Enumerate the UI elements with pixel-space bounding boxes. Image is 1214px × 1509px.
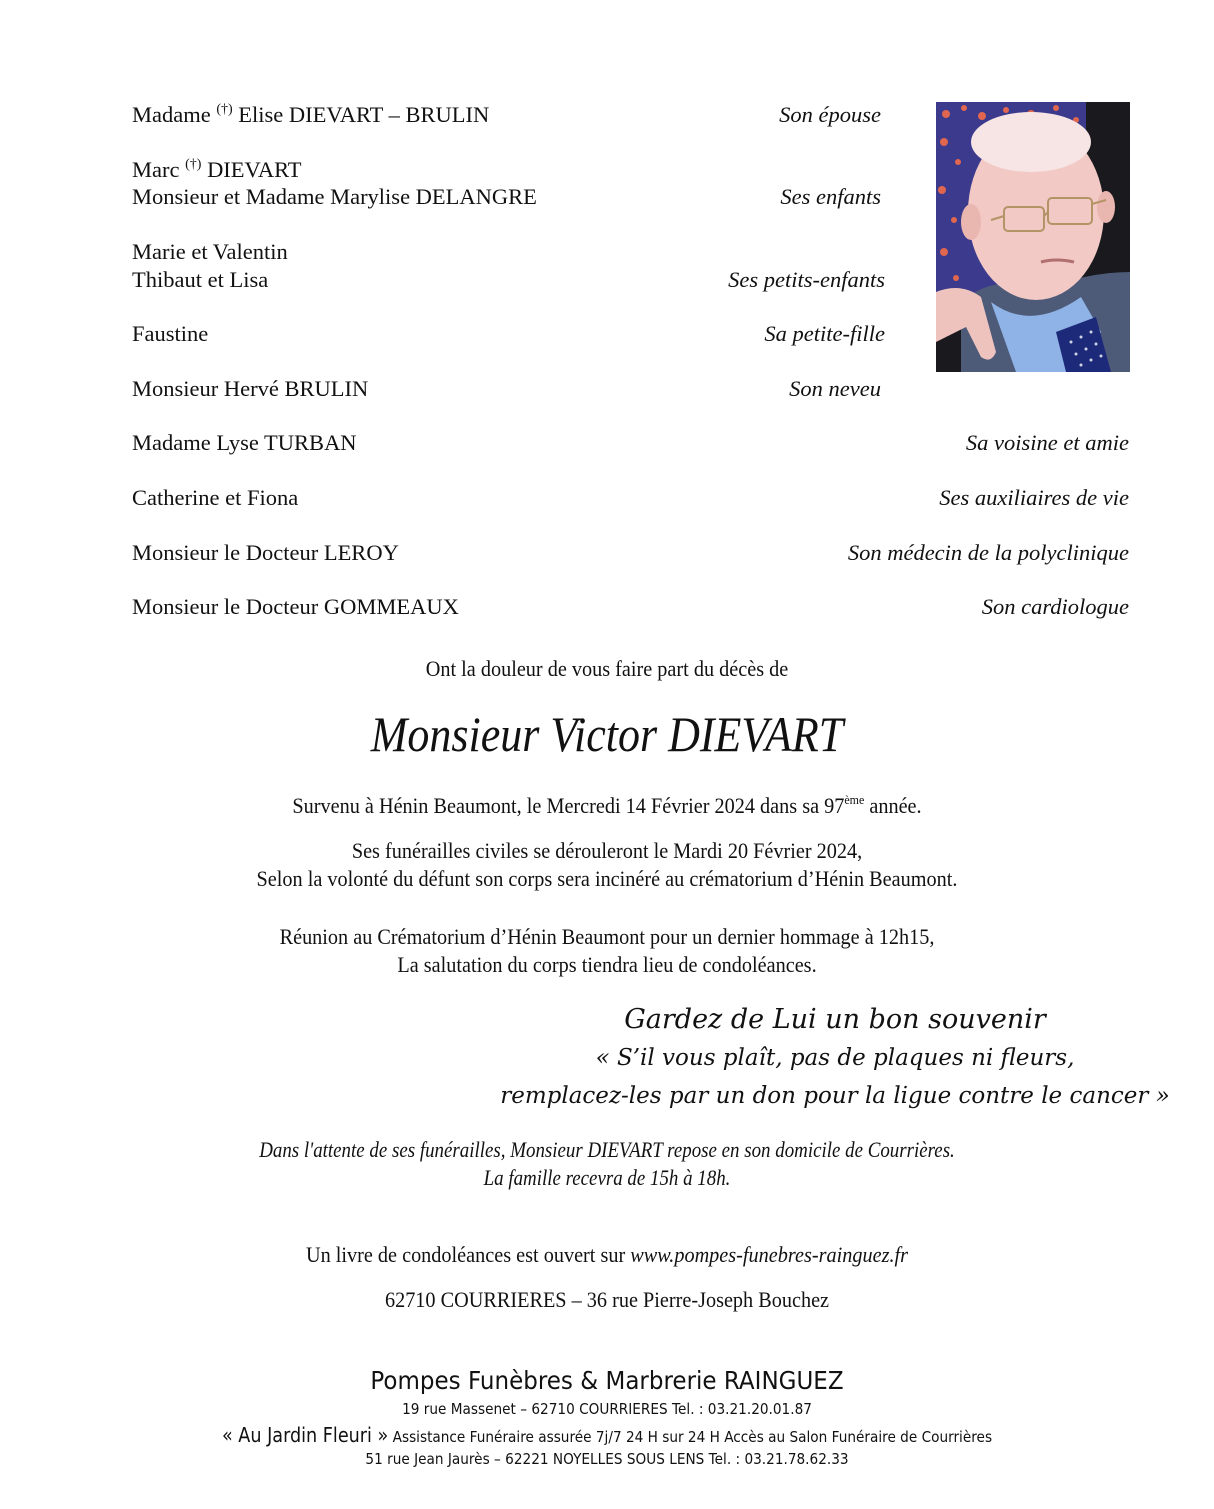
funeral-line-1: Ses funérailles civiles se dérouleront le Mardi 20 Février 2024, <box>351 838 863 863</box>
family-relation: Son cardiologue <box>981 594 1129 619</box>
family-relation: Son médecin de la polyclinique <box>847 540 1129 565</box>
family-name: Thibaut et Lisa <box>132 267 269 292</box>
meeting-line-2: La salutation du corps tiendra lieu de condoléances. <box>397 952 817 977</box>
hair <box>971 112 1091 172</box>
family-name: Marie et Valentin <box>132 239 288 264</box>
family-name: Madame Lyse TURBAN <box>132 430 357 455</box>
announcement-intro: Ont la douleur de vous faire part du décès de <box>425 656 789 681</box>
family-name <box>132 101 489 132</box>
ordinal-suffix: ème <box>844 792 865 807</box>
meeting-line-1: Réunion au Crématorium d’Hénin Beaumont pour un dernier hommage à 12h15, <box>279 924 935 949</box>
footer-services-line <box>73 1423 1141 1449</box>
quote-line-1: Gardez de Lui un bon souvenir <box>624 1004 1046 1035</box>
portrait-illustration <box>936 102 1130 372</box>
family-relation: Son épouse <box>779 102 881 127</box>
family-name: Monsieur Hervé BRULIN <box>132 376 369 401</box>
condolences-line <box>49 1241 1166 1269</box>
condolences-link[interactable]: www.pompes-funebres-rainguez.fr <box>630 1242 909 1267</box>
family-relation: Ses enfants <box>780 184 881 209</box>
footer-shop-name: « Au Jardin Fleuri » <box>221 1423 389 1447</box>
family-relation: Sa petite-fille <box>764 321 885 346</box>
funeral-line-2: Selon la volonté du défunt son corps sera incinéré au crématorium d’Hénin Beaumont. <box>256 866 958 891</box>
name-prefix: Madame <box>132 102 217 127</box>
footer-address-2: 51 rue Jean Jaurès – 62221 NOYELLES SOUS LENS Tel. : 03.21.78.62.33 <box>365 1450 849 1468</box>
death-details-end: année. <box>864 793 922 818</box>
name-suffix: DIEVART <box>201 157 302 182</box>
name-prefix: Marc <box>132 157 186 182</box>
family-name: Monsieur et Madame Marylise DELANGRE <box>132 184 537 209</box>
quote-line-3: remplacez-les par un don pour la ligue contre le cancer » <box>500 1083 1170 1109</box>
contact-address: 62710 COURRIERES – 36 rue Pierre-Joseph Bouchez <box>384 1287 830 1312</box>
deceased-dagger-icon: (†) <box>185 157 202 172</box>
family-name: Monsieur le Docteur GOMMEAUX <box>132 594 459 619</box>
family-relation: Ses auxiliaires de vie <box>939 485 1129 510</box>
quote-line-2: « S’il vous plaît, pas de plaques ni fleurs, <box>595 1045 1075 1071</box>
family-relation: Son neveu <box>789 376 881 401</box>
family-relation: Ses petits-enfants <box>728 267 885 292</box>
family-name: Faustine <box>132 321 209 346</box>
family-name: Catherine et Fiona <box>132 485 299 510</box>
name-suffix: Elise DIEVART – BRULIN <box>232 102 490 127</box>
condolences-text: Un livre de condoléances est ouvert sur <box>305 1242 631 1267</box>
death-details-text: Survenu à Hénin Beaumont, le Mercredi 14 Février 2024 dans sa 97 <box>292 793 845 818</box>
footer-services: Assistance Funéraire assurée 7j/7 24 H sur 24 H Accès au Salon Funéraire de Courrières <box>388 1428 993 1446</box>
deceased-name: Monsieur Victor DIEVART <box>370 706 844 762</box>
deceased-dagger-icon: (†) <box>216 102 233 117</box>
ear-right <box>1097 191 1115 223</box>
footer-company-name: Pompes Funèbres & Marbrerie RAINGUEZ <box>370 1366 844 1395</box>
family-name: Monsieur le Docteur LEROY <box>132 540 399 565</box>
footer-address-1: 19 rue Massenet – 62710 COURRIERES Tel. : 03.21.20.01.87 <box>402 1400 812 1418</box>
portrait-photo <box>936 102 1130 372</box>
rest-line-2: La famille recevra de 15h à 18h. <box>483 1165 731 1190</box>
ear-left <box>961 204 981 240</box>
rest-line-1: Dans l'attente de ses funérailles, Monsieur DIEVART repose en son domicile de Courrières. <box>259 1137 955 1162</box>
family-relation: Sa voisine et amie <box>965 430 1129 455</box>
death-details <box>49 792 1166 823</box>
